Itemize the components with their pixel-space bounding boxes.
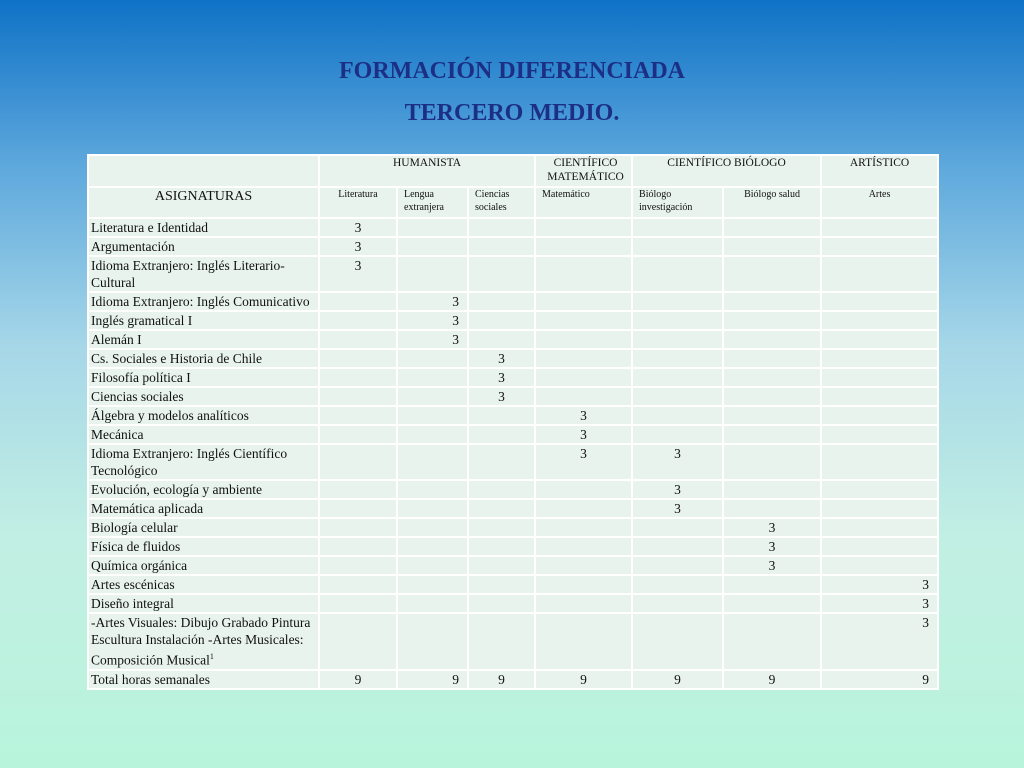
hours-cell: 3: [723, 537, 821, 556]
hours-cell: [397, 218, 468, 237]
subject-name: [88, 349, 319, 368]
table-row: [88, 406, 938, 425]
hours-cell: [468, 218, 535, 237]
hours-cell: [821, 292, 938, 311]
subject-name: [88, 613, 319, 670]
hours-cell: [632, 368, 723, 387]
hours-cell: 3: [319, 256, 397, 292]
subject-name-text: Artes escénicas: [91, 577, 175, 592]
hours-cell: [723, 218, 821, 237]
group-humanista: HUMANISTA: [319, 155, 535, 187]
table-row: [88, 613, 938, 670]
hours-cell: [319, 480, 397, 499]
subject-name-text: Matemática aplicada: [91, 501, 204, 516]
subcol-lengua-extranjera: Lengua extranjera: [397, 187, 468, 218]
hours-cell: [632, 349, 723, 368]
hours-cell: [397, 594, 468, 613]
hours-cell: 3: [723, 518, 821, 537]
hours-cell: [468, 425, 535, 444]
hours-cell: [535, 480, 632, 499]
table-row: [88, 518, 938, 537]
hours-cell: [397, 444, 468, 480]
header-group-row: [88, 155, 938, 187]
subject-name-text: Inglés gramatical I: [91, 313, 193, 328]
hours-cell: [821, 406, 938, 425]
hours-cell: [319, 292, 397, 311]
table-row: [88, 499, 938, 518]
hours-cell: 9: [723, 670, 821, 689]
subject-name-text: Mecánica: [91, 427, 144, 442]
hours-cell: [397, 387, 468, 406]
hours-cell: [319, 387, 397, 406]
subject-name-text: Idioma Extranjero: Inglés Comunicativo: [91, 294, 310, 309]
hours-cell: 3: [319, 218, 397, 237]
hours-cell: [535, 387, 632, 406]
hours-cell: [723, 256, 821, 292]
hours-cell: [468, 594, 535, 613]
header-empty-cell: [88, 155, 319, 187]
subject-name: [88, 556, 319, 575]
hours-cell: [632, 406, 723, 425]
hours-cell: [723, 349, 821, 368]
hours-cell: [723, 444, 821, 480]
table-row: [88, 218, 938, 237]
table-row: [88, 237, 938, 256]
hours-cell: [468, 575, 535, 594]
table-row: [88, 292, 938, 311]
subject-name: [88, 425, 319, 444]
subject-name-text: -Artes Visuales: Dibujo Grabado Pintura Escultura Instalación -Artes Musicales: Composición Musical: [91, 615, 311, 668]
hours-cell: [723, 311, 821, 330]
hours-cell: 9: [821, 670, 938, 689]
hours-cell: [468, 613, 535, 670]
hours-cell: [535, 368, 632, 387]
hours-cell: [468, 556, 535, 575]
subcol-artes: Artes: [821, 187, 938, 218]
subject-name: [88, 406, 319, 425]
hours-cell: [535, 575, 632, 594]
hours-cell: [535, 499, 632, 518]
hours-cell: [821, 311, 938, 330]
table-row: [88, 575, 938, 594]
page-title: FORMACIÓN DIFERENCIADA: [339, 58, 685, 84]
hours-cell: [319, 425, 397, 444]
subject-name-text: Ciencias sociales: [91, 389, 184, 404]
subject-name: [88, 218, 319, 237]
hours-cell: [468, 311, 535, 330]
hours-cell: [723, 330, 821, 349]
hours-cell: [723, 499, 821, 518]
subject-name: [88, 537, 319, 556]
page-subtitle: TERCERO MEDIO.: [404, 100, 620, 126]
hours-cell: [632, 537, 723, 556]
hours-cell: [632, 237, 723, 256]
hours-cell: 9: [632, 670, 723, 689]
hours-cell: [632, 425, 723, 444]
hours-cell: [397, 499, 468, 518]
hours-cell: [319, 311, 397, 330]
subject-name-text: Cs. Sociales e Historia de Chile: [91, 351, 262, 366]
hours-cell: 3: [821, 575, 938, 594]
subject-name: [88, 594, 319, 613]
hours-cell: [319, 349, 397, 368]
group-artistico: ARTÍSTICO: [821, 155, 938, 187]
hours-cell: [468, 518, 535, 537]
subject-name-text: Filosofía política I: [91, 370, 191, 385]
hours-cell: 3: [535, 406, 632, 425]
table-row: [88, 594, 938, 613]
hours-cell: [821, 368, 938, 387]
hours-cell: [632, 330, 723, 349]
hours-cell: [397, 480, 468, 499]
hours-cell: [535, 594, 632, 613]
subject-name: [88, 670, 319, 689]
hours-cell: [723, 368, 821, 387]
subject-name: [88, 330, 319, 349]
hours-cell: [535, 556, 632, 575]
hours-cell: [397, 425, 468, 444]
hours-cell: [535, 349, 632, 368]
hours-cell: [821, 425, 938, 444]
hours-cell: [632, 556, 723, 575]
hours-cell: [723, 387, 821, 406]
subcol-matematico: Matemático: [535, 187, 632, 218]
hours-cell: [319, 575, 397, 594]
hours-cell: [468, 406, 535, 425]
subject-name: [88, 387, 319, 406]
hours-cell: [319, 444, 397, 480]
group-cientifico-matematico: CIENTÍFICO MATEMÁTICO: [535, 155, 632, 187]
hours-cell: [319, 594, 397, 613]
hours-cell: [468, 537, 535, 556]
hours-cell: [723, 594, 821, 613]
subject-name-text: Biología celular: [91, 520, 178, 535]
hours-cell: 3: [397, 311, 468, 330]
hours-cell: [632, 218, 723, 237]
subject-name-text: Literatura e Identidad: [91, 220, 208, 235]
subject-name: [88, 292, 319, 311]
hours-cell: [535, 311, 632, 330]
hours-cell: [632, 256, 723, 292]
subject-name-text: Evolución, ecología y ambiente: [91, 482, 262, 497]
hours-cell: [723, 613, 821, 670]
hours-cell: 3: [468, 387, 535, 406]
table-row: [88, 349, 938, 368]
hours-cell: 9: [468, 670, 535, 689]
hours-cell: [397, 518, 468, 537]
hours-cell: [821, 444, 938, 480]
hours-cell: [397, 349, 468, 368]
hours-cell: [319, 330, 397, 349]
hours-cell: 3: [397, 330, 468, 349]
hours-cell: 3: [319, 237, 397, 256]
hours-cell: [632, 387, 723, 406]
table-row: [88, 480, 938, 499]
subject-name-text: Argumentación: [91, 239, 175, 254]
hours-cell: [632, 594, 723, 613]
hours-cell: [319, 499, 397, 518]
hours-cell: [397, 556, 468, 575]
hours-cell: [535, 292, 632, 311]
table-row: [88, 556, 938, 575]
hours-cell: [632, 518, 723, 537]
hours-cell: [535, 218, 632, 237]
subject-name: [88, 518, 319, 537]
hours-cell: [821, 237, 938, 256]
subcol-biologo-salud: Biólogo salud: [723, 187, 821, 218]
hours-cell: [319, 406, 397, 425]
hours-cell: [397, 613, 468, 670]
hours-cell: [632, 575, 723, 594]
hours-cell: [821, 330, 938, 349]
subject-name-text: Idioma Extranjero: Inglés Literario-Cultural: [91, 258, 285, 290]
table-row: [88, 368, 938, 387]
hours-cell: [821, 499, 938, 518]
hours-cell: 3: [723, 556, 821, 575]
hours-cell: [821, 556, 938, 575]
subject-name: [88, 444, 319, 480]
hours-cell: [535, 518, 632, 537]
hours-cell: [535, 256, 632, 292]
hours-cell: [821, 349, 938, 368]
hours-cell: [723, 406, 821, 425]
hours-cell: [821, 218, 938, 237]
hours-cell: 3: [632, 499, 723, 518]
subject-name: [88, 480, 319, 499]
hours-cell: [821, 256, 938, 292]
subject-name: [88, 311, 319, 330]
hours-cell: [397, 406, 468, 425]
hours-cell: 3: [632, 444, 723, 480]
hours-cell: 9: [535, 670, 632, 689]
hours-cell: 9: [319, 670, 397, 689]
table-row: [88, 537, 938, 556]
subject-name-text: Alemán I: [91, 332, 142, 347]
hours-cell: [468, 499, 535, 518]
subcol-ciencias-sociales: Ciencias sociales: [468, 187, 535, 218]
subject-name-text: Física de fluidos: [91, 539, 181, 554]
hours-cell: 3: [821, 613, 938, 670]
hours-cell: [723, 237, 821, 256]
asignaturas-header: ASIGNATURAS: [88, 187, 319, 218]
hours-cell: [632, 613, 723, 670]
hours-cell: [397, 256, 468, 292]
hours-cell: [723, 575, 821, 594]
hours-cell: [535, 537, 632, 556]
subject-name: [88, 368, 319, 387]
hours-cell: 3: [535, 425, 632, 444]
hours-cell: [319, 556, 397, 575]
hours-cell: [397, 237, 468, 256]
table-row: [88, 256, 938, 292]
subjects-table: [87, 154, 939, 690]
hours-cell: 3: [468, 349, 535, 368]
hours-cell: 3: [821, 594, 938, 613]
subject-name: [88, 237, 319, 256]
hours-cell: [535, 330, 632, 349]
hours-cell: [821, 387, 938, 406]
subject-name: [88, 575, 319, 594]
table-row: [88, 444, 938, 480]
table-row: [88, 670, 938, 689]
hours-cell: [468, 330, 535, 349]
hours-cell: [319, 537, 397, 556]
hours-cell: [821, 537, 938, 556]
hours-cell: [397, 368, 468, 387]
hours-cell: [723, 480, 821, 499]
hours-cell: [535, 237, 632, 256]
hours-cell: [468, 292, 535, 311]
subject-name: [88, 256, 319, 292]
hours-cell: 9: [397, 670, 468, 689]
hours-cell: [723, 425, 821, 444]
hours-cell: [723, 292, 821, 311]
subcol-literatura: Literatura: [319, 187, 397, 218]
hours-cell: 3: [535, 444, 632, 480]
hours-cell: [632, 292, 723, 311]
hours-cell: [632, 311, 723, 330]
hours-cell: [319, 613, 397, 670]
hours-cell: 3: [468, 368, 535, 387]
subject-name-text: Total horas semanales: [91, 671, 211, 687]
subcol-biologo-investigacion: Biólogo investigación: [632, 187, 723, 218]
hours-cell: [468, 480, 535, 499]
subject-name-text: Diseño integral: [91, 596, 174, 611]
hours-cell: [397, 575, 468, 594]
header-subcol-row: [88, 187, 938, 218]
hours-cell: [319, 518, 397, 537]
footnote-marker: 1: [209, 652, 214, 661]
hours-cell: [397, 537, 468, 556]
hours-cell: [535, 613, 632, 670]
hours-cell: 3: [632, 480, 723, 499]
table-row: [88, 387, 938, 406]
subject-name: [88, 499, 319, 518]
table-row: [88, 330, 938, 349]
hours-cell: 3: [397, 292, 468, 311]
table-row: [88, 425, 938, 444]
hours-cell: [821, 518, 938, 537]
group-cientifico-biologo: CIENTÍFICO BIÓLOGO: [632, 155, 821, 187]
hours-cell: [468, 256, 535, 292]
table-row: [88, 311, 938, 330]
subject-name-text: Álgebra y modelos analíticos: [91, 408, 249, 423]
subject-name-text: Química orgánica: [91, 558, 188, 573]
hours-cell: [821, 480, 938, 499]
hours-cell: [319, 368, 397, 387]
hours-cell: [468, 444, 535, 480]
subject-name-text: Idioma Extranjero: Inglés Científico Tecnológico: [91, 446, 288, 478]
hours-cell: [468, 237, 535, 256]
